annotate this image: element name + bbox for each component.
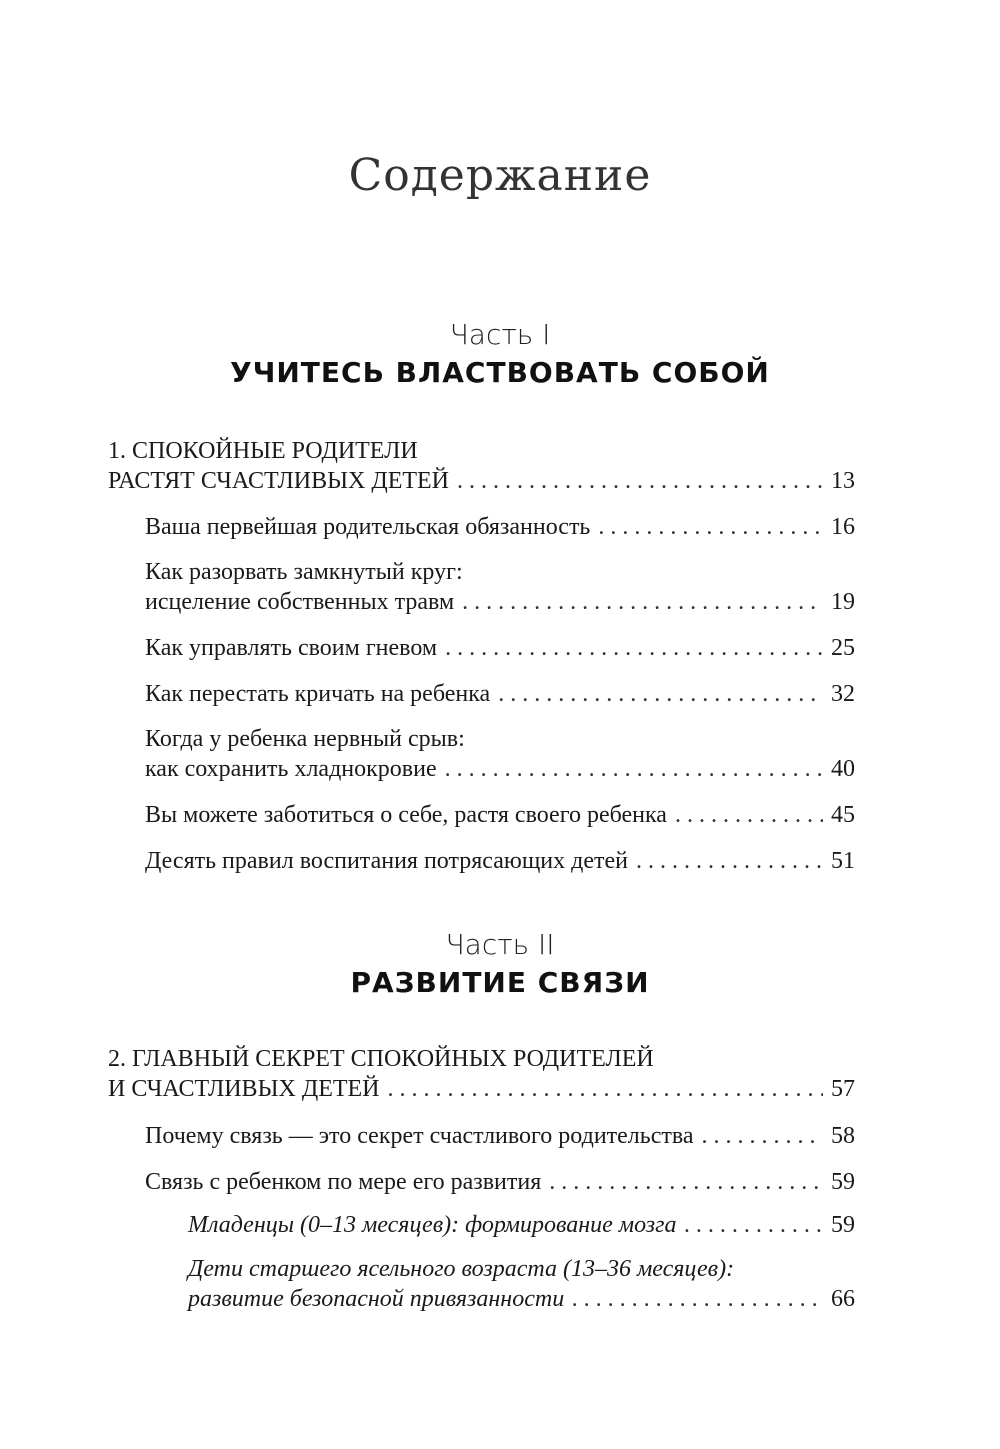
dot-leader [636, 846, 823, 876]
dot-leader [702, 1121, 823, 1151]
dot-leader [675, 800, 823, 830]
page-number: 13 [831, 468, 855, 494]
toc-entry-text: РАСТЯТ СЧАСТЛИВЫХ ДЕТЕЙ [108, 468, 450, 494]
toc-entry-chapter-2[interactable] [108, 1044, 855, 1104]
page-number: 19 [831, 589, 855, 615]
toc-entry-text: Как управлять своим гневом [145, 635, 438, 661]
toc-entry[interactable] [145, 633, 855, 663]
dot-leader [598, 512, 823, 542]
dot-leader [445, 754, 823, 784]
page-number: 40 [831, 756, 855, 782]
toc-entry[interactable] [145, 1121, 855, 1151]
toc-entry[interactable] [188, 1210, 855, 1240]
dot-leader [572, 1284, 823, 1314]
toc-entry-text: 2. ГЛАВНЫЙ СЕКРЕТ СПОКОЙНЫХ РОДИТЕЛЕЙ [108, 1046, 654, 1072]
page-title: Содержание [348, 150, 652, 201]
toc-entry-text: 1. СПОКОЙНЫЕ РОДИТЕЛИ [108, 438, 418, 464]
toc-entry[interactable] [145, 800, 855, 830]
page-number: 59 [831, 1169, 855, 1195]
toc-entry-text: как сохранить хладнокровие [145, 756, 437, 782]
page-number: 45 [831, 802, 855, 828]
toc-entry[interactable] [145, 679, 855, 709]
dot-leader [462, 587, 823, 617]
part-2-label: Часть II [445, 928, 555, 961]
dot-leader [445, 633, 823, 663]
toc-entry[interactable] [188, 1254, 855, 1314]
dot-leader [457, 466, 823, 496]
toc-entry-text: Как разорвать замкнутый круг: [145, 559, 463, 585]
dot-leader [549, 1167, 823, 1197]
page-number: 59 [831, 1212, 855, 1238]
toc-entry-text: Вы можете заботиться о себе, растя своего ребенка [145, 802, 667, 828]
page-number: 51 [831, 848, 855, 874]
toc-entry-chapter-1[interactable] [108, 436, 855, 496]
part-1-label: Часть I [449, 318, 551, 351]
toc-entry-text: И СЧАСТЛИВЫХ ДЕТЕЙ [108, 1076, 380, 1102]
toc-entry[interactable] [145, 846, 855, 876]
page-number: 25 [831, 635, 855, 661]
toc-entry-text: Когда у ребенка нервный срыв: [145, 726, 465, 752]
toc-entry-text: Десять правил воспитания потрясающих детей [145, 848, 628, 874]
toc-entry-text: Младенцы (0–13 месяцев): формирование мозга [188, 1212, 677, 1238]
dot-leader [388, 1074, 823, 1104]
part-1-title: УЧИТЕСЬ ВЛАСТВОВАТЬ СОБОЙ [230, 356, 770, 389]
page-number: 57 [831, 1076, 855, 1102]
toc-entry-text: развитие безопасной привязанности [188, 1286, 565, 1312]
part-2-title: РАЗВИТИЕ СВЯЗИ [350, 966, 650, 999]
page-number: 32 [831, 681, 855, 707]
toc-entry-text: Как перестать кричать на ребенка [145, 681, 491, 707]
toc-entry[interactable] [145, 557, 855, 617]
page-number: 66 [831, 1286, 855, 1312]
toc-entry-text: исцеление собственных травм [145, 589, 455, 615]
toc-entry-text: Дети старшего ясельного возраста (13–36 месяцев): [188, 1256, 735, 1282]
page-number: 58 [831, 1123, 855, 1149]
toc-entry-text: Почему связь — это секрет счастливого родительства [145, 1123, 694, 1149]
dot-leader [498, 679, 823, 709]
page-number: 16 [831, 514, 855, 540]
dot-leader [684, 1210, 823, 1240]
toc-entry-text: Связь с ребенком по мере его развития [145, 1169, 542, 1195]
toc-entry-text: Ваша первейшая родительская обязанность [145, 514, 591, 540]
toc-entry[interactable] [145, 1167, 855, 1197]
toc-entry[interactable] [145, 512, 855, 542]
toc-entry[interactable] [145, 724, 855, 784]
